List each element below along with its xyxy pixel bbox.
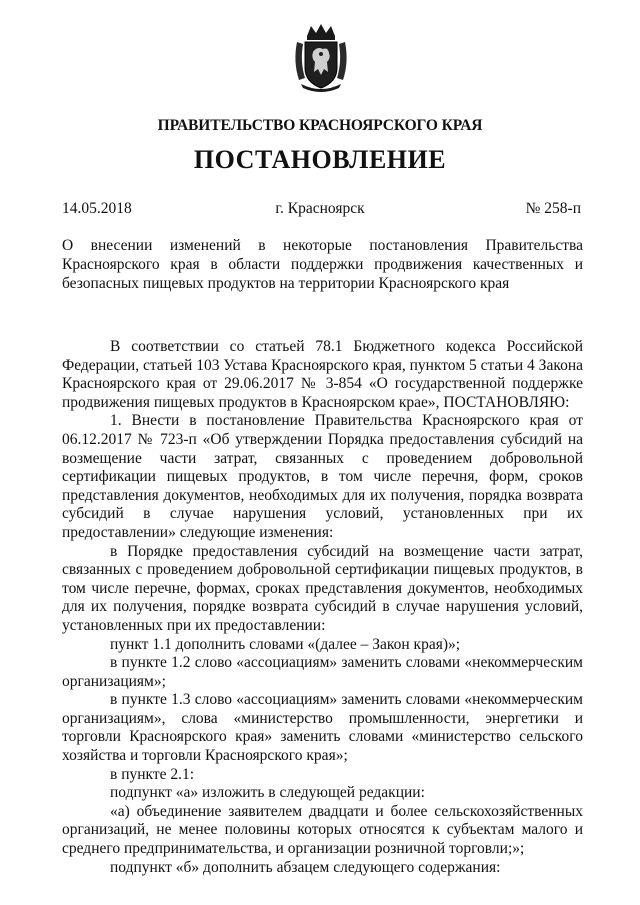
body-paragraph: В соответствии со статьей 78.1 Бюджетного кодекса Российской Федерации, статьей 103 Устава Красноярского края, пунктом 5 статьи 4 Закона Красноярского края от 29.06.2017 № 3-854 «О государственной поддержке продвижения пищевых продуктов в Красноярском крае», ПОСТАНОВЛЯЮ: [62, 338, 583, 411]
body-paragraph: «а) объединение заявителем двадцати и более сельскохозяйственных организаций, не менее половины которых относятся к субъектам малого и среднего предпринимательства, и организации розничной торговли;»; [62, 802, 583, 858]
document-city: г. Красноярск [275, 200, 365, 217]
body-paragraph: подпункт «б» дополнить абзацем следующего содержания: [110, 858, 501, 876]
document-date: 14.05.2018 [62, 200, 132, 217]
body-paragraph: в пункте 1.3 слово «ассоциациям» заменить словами «некоммерческим организациям», слова «министерство промышленности, энергетики и торговли Красноярского края» заменить словами «министерство сельского хозяйства и торговли Красноярского края»; [62, 691, 583, 765]
krasnoyarsk-coat-of-arms-icon [291, 22, 351, 94]
document-number: № 258-п [525, 200, 581, 217]
organization-name: ПРАВИТЕЛЬСТВО КРАСНОЯРСКОГО КРАЯ [157, 117, 483, 134]
body-paragraph: в пункте 2.1: [110, 765, 195, 783]
body-paragraph: в пункте 1.2 слово «ассоциациям» заменить словами «некоммерческим организациям»; [62, 654, 583, 690]
body-paragraph: подпункт «а» изложить в следующей редакции: [110, 784, 425, 802]
document-body [62, 338, 583, 877]
body-paragraph: 1. Внести в постановление Правительства Красноярского края от 06.12.2017 № 723-п «Об утверждении Порядка предоставления субсидий на возмещение части затрат, связанных с проведением добровольной сертификации пищевых продуктов, в том числе перечня, форм, сроков представления документов, необходимых для их получения, порядка возврата субсидий в случае нарушения условий, установленных при их предоставлении» следующие изменения: [62, 412, 583, 541]
body-paragraph: пункт 1.1 дополнить словами «(далее – Закон края)»; [110, 635, 461, 653]
body-paragraph: в Порядке предоставления субсидий на возмещение части затрат, связанных с проведением добровольной сертификации пищевых продуктов, в том числе перечне, формах, сроках представления документов, необходимых для их получения, порядке возврата субсидий в случае нарушения условий, установленных при их предоставлении: [62, 542, 583, 634]
document-subject: О внесении изменений в некоторые постановления Правительства Красноярского края в области поддержки продвижения качественных и безопасных пищевых продуктов на территории Красноярского края [62, 237, 583, 292]
document-type-title: ПОСТАНОВЛЕНИЕ [193, 145, 447, 174]
